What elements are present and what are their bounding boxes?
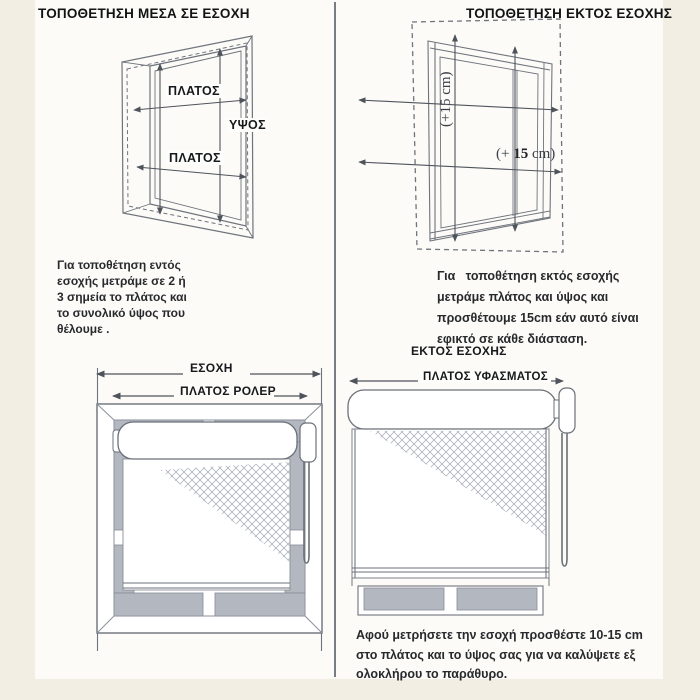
note-inside-recess [57, 257, 187, 337]
measure-arrows [134, 49, 246, 222]
note-line: Για τοποθέτηση εκτός εσοχής [437, 269, 620, 283]
width-arrow-top [134, 100, 246, 110]
note-line: θέλουμε . [57, 322, 110, 336]
window-frame [122, 36, 253, 238]
width-plus-number: 15 [513, 146, 529, 162]
note-outside-recess [437, 266, 639, 350]
note-add-margin [356, 626, 643, 685]
note-line: Αφού μετρήσετε την εσοχή προσθέστε 10-15 cm [356, 628, 643, 642]
title-outside-recess: ΤΟΠΟΘΕΤΗΣΗ ΕΚΤΟΣ ΕΣΟΧΗΣ [466, 6, 673, 21]
width-arrow-bottom [137, 167, 246, 177]
note-line: 3 σημεία το πλάτος και [57, 290, 187, 304]
end-cap [559, 388, 575, 433]
note-line: εφικτό σε κάθε διάσταση. [437, 332, 588, 346]
width-arrow-bottom [359, 162, 561, 172]
roller-blind [113, 422, 316, 590]
roller-tube [118, 422, 297, 459]
title-inside-recess: ΤΟΠΟΘΕΤΗΣΗ ΜΕΣΑ ΣΕ ΕΣΟΧΗ [38, 6, 250, 21]
window-frame [412, 19, 563, 252]
width-label-top: ΠΛΑΤΟΣ [165, 84, 223, 98]
note-line: μετράμε πλάτος και ύψος και [437, 290, 609, 304]
note-line: Για τοποθέτηση εντός [57, 258, 181, 272]
title-outside-recess-small: ΕΚΤΟΣ ΕΣΟΧΗΣ [411, 344, 507, 358]
width-plus-open: (+ [496, 146, 514, 162]
roller-blind [348, 388, 575, 578]
width-label-bottom: ΠΛΑΤΟΣ [166, 151, 224, 165]
control-chain [562, 433, 567, 566]
end-cap [300, 423, 316, 462]
measure-arrows [359, 35, 561, 241]
recess-label: ΕΣΟΧΗ [190, 361, 233, 375]
window-inside-recess-diagram [90, 28, 290, 253]
height-label: ΥΨΟΣ [226, 118, 269, 132]
height-plus-label: (+15 cm) [438, 71, 454, 127]
fabric-width-label: ΠΛΑΤΟΣ ΥΦΑΣΜΑΤΟΣ [420, 371, 551, 383]
width-arrow-top [359, 100, 558, 110]
recess-below [352, 578, 549, 615]
note-line: εσοχής μετράμε σε 2 ή [57, 274, 186, 288]
note-line: προσθέτουμε 15cm εάν αυτό είναι [437, 311, 639, 325]
roller-outside-recess-diagram [338, 368, 583, 623]
width-plus-label [496, 146, 555, 163]
note-line: ολοκλήρου το παράθυρο. [356, 667, 508, 681]
roller-tube [348, 390, 556, 429]
note-line: στο πλάτος και το ύψος σας για να καλύψετε εξ [356, 647, 636, 662]
note-line: το συνολικό ύψος που [57, 306, 185, 320]
window-outside-recess-diagram [340, 12, 580, 260]
width-plus-close: cm) [528, 146, 556, 162]
roller-width-label: ΠΛΑΤΟΣ ΡΟΛΕΡ [180, 384, 276, 398]
